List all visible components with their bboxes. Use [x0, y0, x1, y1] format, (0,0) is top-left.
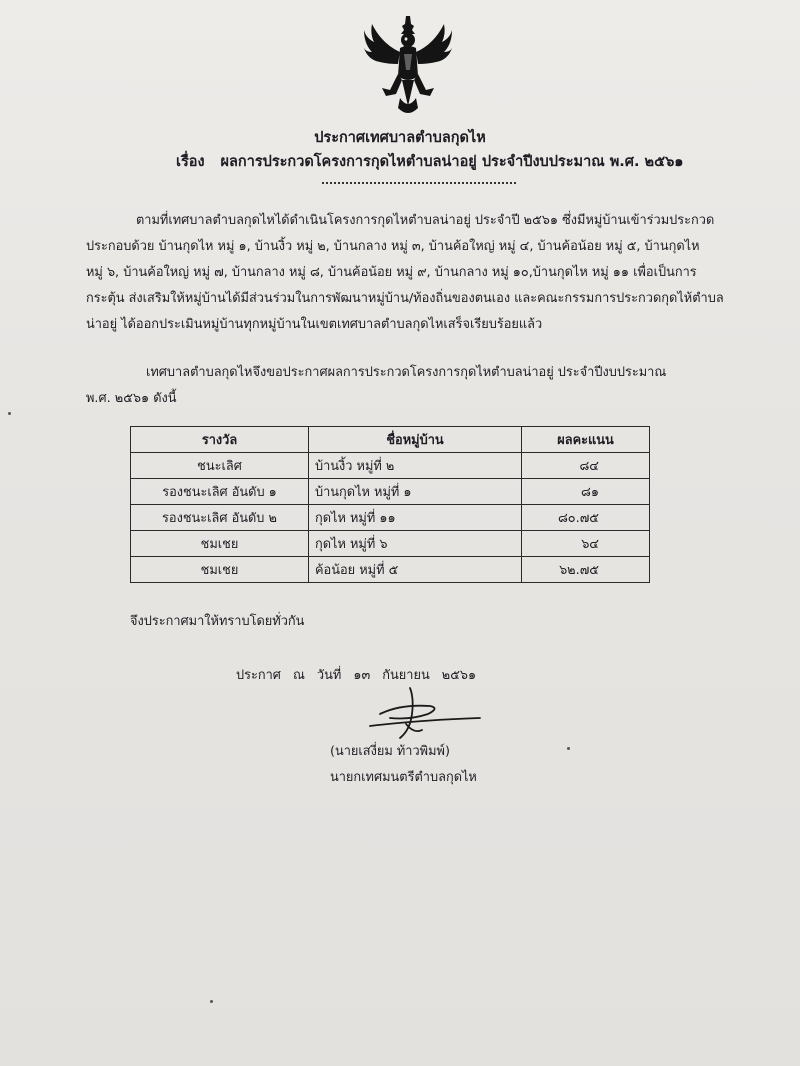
- score-cell: ๖๔: [522, 531, 650, 557]
- closing-statement: จึงประกาศมาให้ทราบโดยทั่วกัน: [130, 614, 305, 629]
- paragraph-line: ประกอบด้วย บ้านกุดไห หมู่ ๑, บ้านงิ้ว หมู่ ๒, บ้านกลาง หมู่ ๓, บ้านค้อใหญ่ หมู่ ๔, บ้านค้อน้อย หมู่ ๕, บ้านกุดไห: [86, 239, 700, 254]
- village-cell: บ้านกุดไห หมู่ที่ ๑: [309, 479, 522, 505]
- table-row: [131, 557, 650, 583]
- paper-speck: [210, 1000, 213, 1003]
- announcement-subject: [176, 150, 683, 173]
- score-cell: ๘๔: [522, 453, 650, 479]
- score-cell: ๘๑: [522, 479, 650, 505]
- paragraph-line: กระตุ้น ส่งเสริมให้หมู่บ้านได้มีส่วนร่วมในการพัฒนาหมู่บ้าน/ท้องถิ่นของตนเอง และคณะกรรมการประกวดกุดไห้ตำบล: [86, 291, 724, 306]
- header-village: ชื่อหมู่บ้าน: [309, 427, 522, 453]
- award-cell: ชมเชย: [131, 531, 309, 557]
- garuda-emblem-icon: [362, 14, 454, 118]
- dotted-divider: [322, 182, 516, 184]
- award-cell: ชนะเลิศ: [131, 453, 309, 479]
- award-cell: รองชนะเลิศ อันดับ ๑: [131, 479, 309, 505]
- header-award: รางวัล: [131, 427, 309, 453]
- table-row: [131, 479, 650, 505]
- paper-speck: [8, 412, 11, 415]
- paragraph-line: เทศบาลตำบลกุดไหจึงขอประกาศผลการประกวดโครงการกุดไหตำบลน่าอยู่ ประจำปีงบประมาณ: [146, 365, 667, 380]
- handwritten-signature: [350, 684, 490, 744]
- subject-text: ผลการประกวดโครงการกุดไหตำบลน่าอยู่ ประจำปีงบประมาณ พ.ศ. ๒๕๖๑: [220, 154, 684, 170]
- paragraph-line: พ.ศ. ๒๕๖๑ ดังนี้: [86, 391, 177, 406]
- announcement-title: ประกาศเทศบาลตำบลกุดไห: [314, 130, 486, 146]
- village-cell: กุดไห หมู่ที่ ๑๑: [309, 505, 522, 531]
- signer-name: (นายเสงี่ยม ท้าวพิมพ์): [330, 744, 450, 759]
- paragraph-line: หมู่ ๖, บ้านค้อใหญ่ หมู่ ๗, บ้านกลาง หมู่ ๘, บ้านค้อน้อย หมู่ ๙, บ้านกลาง หมู่ ๑๐,บ้านกุดไห หมู่ ๑๑ เพื่อเป็นการ: [86, 265, 697, 280]
- score-cell: ๘๐.๗๕: [522, 505, 650, 531]
- paper-speck: [567, 747, 570, 750]
- table-row: [131, 505, 650, 531]
- subject-label: เรื่อง: [176, 154, 205, 170]
- paragraph-intro: [86, 208, 756, 338]
- announcement-date: ประกาศ ณ วันที่ ๑๓ กันยายน ๒๕๖๑: [236, 668, 477, 683]
- header-score: ผลคะแนน: [522, 427, 650, 453]
- results-table: [130, 426, 650, 583]
- award-cell: ชมเชย: [131, 557, 309, 583]
- village-cell: กุดไห หมู่ที่ ๖: [309, 531, 522, 557]
- signer-position: นายกเทศมนตรีตำบลกุดไห: [330, 770, 477, 785]
- table-row: [131, 531, 650, 557]
- paragraph-line: ตามที่เทศบาลตำบลกุดไหได้ดำเนินโครงการกุดไหตำบลน่าอยู่ ประจำปี ๒๕๖๑ ซึ่งมีหมู่บ้านเข้าร่วมประกวด: [136, 213, 715, 228]
- table-row: [131, 453, 650, 479]
- paragraph-announcement: [86, 360, 756, 412]
- award-cell: รองชนะเลิศ อันดับ ๒: [131, 505, 309, 531]
- village-cell: บ้านงิ้ว หมู่ที่ ๒: [309, 453, 522, 479]
- table-header-row: [131, 427, 650, 453]
- village-cell: ค้อน้อย หมู่ที่ ๕: [309, 557, 522, 583]
- paragraph-line: น่าอยู่ ได้ออกประเมินหมู่บ้านทุกหมู่บ้านในเขตเทศบาลตำบลกุดไหเสร็จเรียบร้อยแล้ว: [86, 317, 543, 332]
- score-cell: ๖๒.๗๕: [522, 557, 650, 583]
